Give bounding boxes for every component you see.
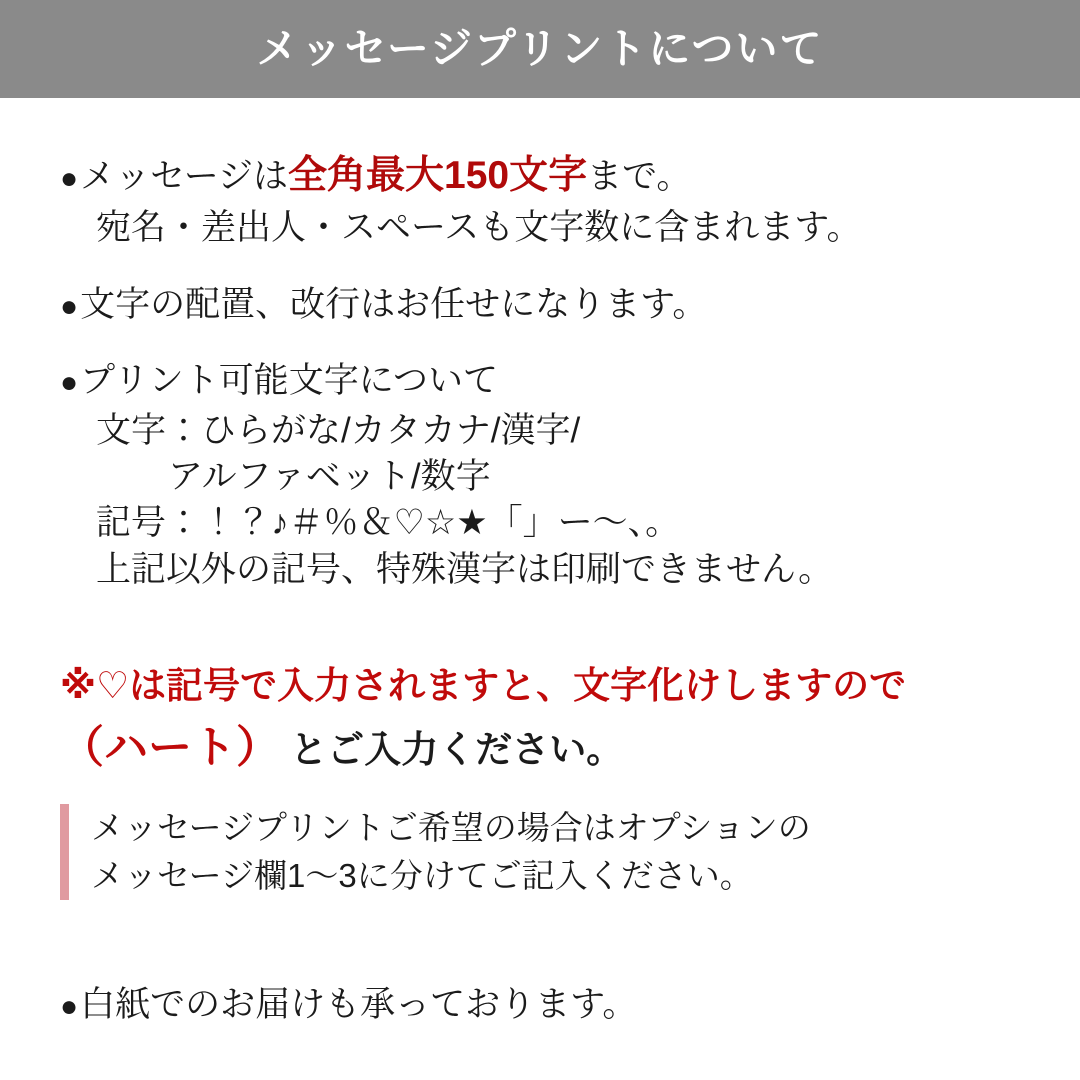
note-accent-bar	[60, 804, 69, 900]
note-text-group	[91, 804, 811, 900]
exclusion-note: 上記以外の記号、特殊漢字は印刷できません。	[96, 549, 834, 589]
warning-heart-keyword: （ハート）	[60, 722, 280, 772]
bullet-line-1	[60, 150, 1020, 201]
item1-emphasis-text: 全角最大150文字	[288, 154, 588, 197]
note-line-2: メッセージ欄1〜3に分けてご記入ください。	[91, 857, 753, 895]
bullet-line-3	[60, 358, 1020, 404]
page-title: メッセージプリントについて	[256, 25, 824, 72]
bullet-icon: ●	[60, 365, 79, 399]
note-line-1: メッセージプリントご希望の場合はオプションの	[91, 809, 811, 847]
item1-subtext: 宛名・差出人・スペースも文字数に含まれます。	[96, 208, 862, 248]
warning-line-1: ※♡は記号で入力されますと、文字化けしますので	[60, 664, 907, 706]
page-header	[0, 0, 1080, 98]
bullet-icon: ●	[60, 162, 79, 195]
bullet-line-4	[60, 982, 1020, 1028]
printable-chars-line-1: 文字：ひらがな/カタカナ/漢字/	[96, 411, 581, 451]
item3-text: プリント可能文字について	[80, 360, 499, 400]
content-body	[0, 98, 1080, 1028]
printable-chars-line-2: アルファベット/数字	[168, 457, 491, 497]
heart-symbol-warning	[60, 661, 1020, 779]
item4-text: 白紙でのお届けも承っております。	[80, 985, 638, 1024]
spacer	[60, 623, 1020, 653]
warning-line-2	[60, 717, 1020, 779]
item1-tail-text: まで。	[587, 157, 692, 196]
info-item-blank-option	[60, 982, 1020, 1028]
bullet-icon: ●	[60, 289, 79, 323]
item1-lead-text: メッセージは	[80, 157, 289, 196]
warning-line-2-tail: とご入力ください。	[290, 728, 624, 770]
info-item-character-limit	[60, 150, 1020, 252]
spacer	[60, 900, 1020, 942]
info-item-layout-note	[60, 282, 1020, 328]
bullet-line-2	[60, 282, 1020, 328]
info-item-printable-characters	[60, 358, 1020, 593]
option-field-note	[60, 804, 1020, 900]
bullet-icon: ●	[60, 990, 79, 1023]
printable-symbols-line: 記号：！？♪＃％＆♡☆★「」ー〜、。	[96, 503, 681, 543]
item2-text: 文字の配置、改行はお任せになります。	[80, 284, 708, 324]
